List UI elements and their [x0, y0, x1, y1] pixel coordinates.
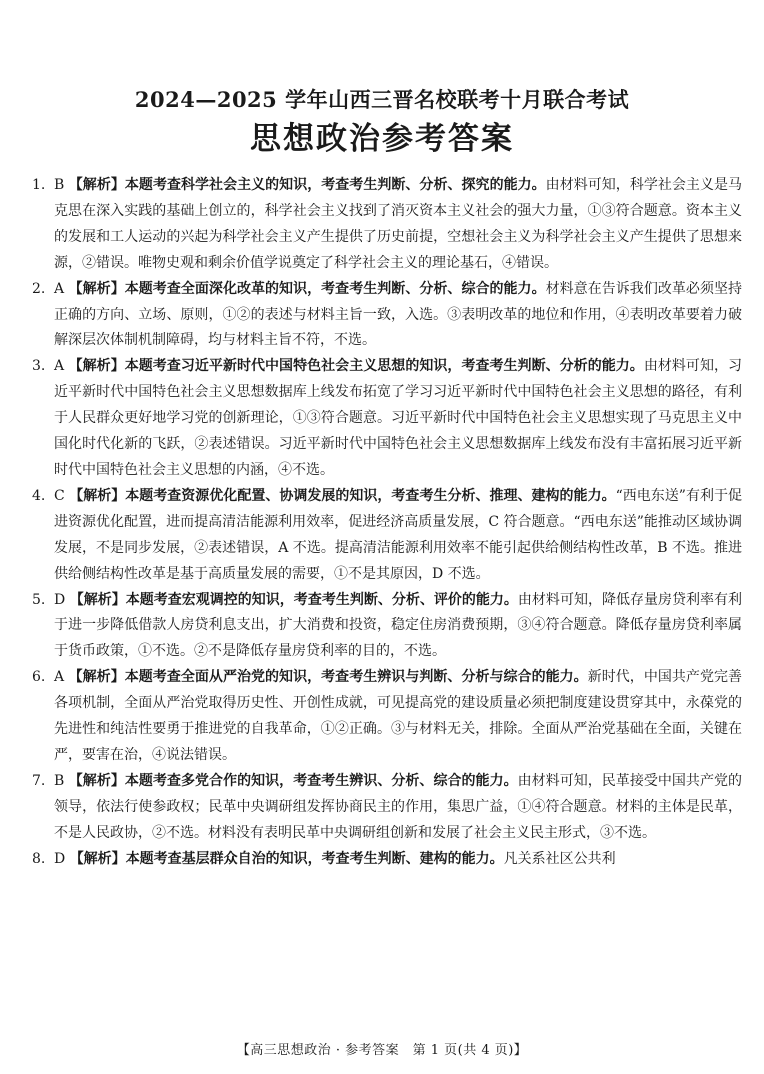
- analysis-tag: 【解析】: [68, 280, 125, 297]
- item-lead: 本题考查全面深化改革的知识，考查考生判断、分析、综合的能力。: [124, 280, 546, 297]
- item-answer: D: [54, 850, 66, 867]
- answer-item-2: [32, 277, 742, 355]
- analysis-tag: 【解析】: [69, 591, 126, 608]
- item-answer: D: [54, 591, 66, 608]
- answer-item-1: [32, 173, 742, 277]
- item-answer: A: [54, 358, 65, 375]
- item-number: 5.: [32, 591, 46, 608]
- item-text: 由材料可知，降低存量房贷利率有利于进一步降低借款人房贷利息支出，扩大消费和投资，稳定住房消费预期，③④符合题意。降低存量房贷利率属于货币政策，①不选。②不是降低存量房贷利率的目的，不选。: [54, 591, 743, 660]
- answer-key-title: 思想政治参考答案: [250, 121, 514, 157]
- item-lead: 本题考查全面从严治党的知识，考查考生辨识与判断、分析与综合的能力。: [124, 669, 588, 686]
- item-text: “西电东送”有利于促进资源优化配置，进而提高清洁能源利用效率，促进经济高质量发展，C 符合题意。“西电东送”能推动区域协调发展，不是同步发展，②表述错误，A 不选。提高清洁能源利用效率不能引起供给侧结构性改革，B 不选。推进供给侧结构性改革是基于高质量发展的需要，①不是其原因，D 不选。: [54, 487, 742, 582]
- item-number: 8.: [32, 850, 46, 867]
- item-number: 2.: [32, 280, 46, 297]
- item-number: 3.: [32, 358, 46, 375]
- answer-item-8: [32, 847, 742, 873]
- item-lead: 本题考查资源优化配置、协调发展的知识，考查考生分析、推理、建构的能力。: [125, 487, 616, 504]
- item-text: 材料意在告诉我们改革必须坚持正确的方向、立场、原则，①②的表述与材料主旨一致，入选。③表明改革的地位和作用，④表明改革要着力破解深层次体制机制障碍，均与材料主旨不符，不选。: [54, 280, 743, 349]
- item-number: 6.: [32, 669, 46, 686]
- item-text: 由材料可知，民革接受中国共产党的领导，依法行使参政权；民革中央调研组发挥协商民主的作用，集思广益，①④符合题意。材料的主体是民革，不是人民政协，②不选。材料没有表明民革中央调研组创新和发展了社会主义民主形式，③不选。: [54, 772, 743, 841]
- item-text: 由材料可知，科学社会主义是马克思在深入实践的基础上创立的，科学社会主义找到了消灭资本主义社会的强大力量，①③符合题意。资本主义的发展和工人运动的兴起为科学社会主义产生提供了历史前提，空想社会主义为科学社会主义产生提供了思想来源，②错误。唯物史观和剩余价值学说奠定了科学社会主义的理论基石，④错误。: [54, 177, 743, 271]
- answer-list: [32, 173, 742, 872]
- item-lead: 本题考查多党合作的知识，考查考生辨识、分析、综合的能力。: [124, 772, 518, 789]
- item-text: 凡关系社区公共利: [503, 850, 616, 867]
- item-answer: A: [54, 669, 65, 686]
- item-answer: A: [54, 280, 65, 297]
- item-answer: C: [54, 487, 65, 504]
- analysis-tag: 【解析】: [68, 669, 125, 686]
- analysis-tag: 【解析】: [68, 177, 125, 193]
- analysis-tag: 【解析】: [68, 358, 125, 375]
- answer-item-5: [32, 588, 742, 666]
- item-answer: B: [54, 177, 65, 193]
- item-number: 1.: [32, 177, 46, 193]
- exam-title: 2024—2025 学年山西三晋名校联考十月联合考试: [134, 87, 630, 112]
- item-number: 7.: [32, 772, 46, 789]
- item-lead: 本题考查科学社会主义的知识，考查考生判断、分析、探究的能力。: [124, 177, 546, 193]
- item-lead: 本题考查习近平新时代中国特色社会主义思想的知识，考查考生判断、分析的能力。: [124, 358, 644, 375]
- analysis-tag: 【解析】: [69, 850, 126, 867]
- answer-item-4: [32, 484, 742, 588]
- answer-item-6: [32, 665, 742, 769]
- item-answer: B: [54, 772, 65, 789]
- item-text: 新时代，中国共产党完善各项机制，全面从严治党取得历史性、开创性成就，可见提高党的建设质量必须把制度建设贯穿其中，永葆党的先进性和纯洁性要勇于推进党的自我革命，①②正确。③与材料无关，排除。全面从严治党基础在全面，关键在严，要害在治，④说法错误。: [54, 669, 743, 763]
- item-text: 由材料可知，习近平新时代中国特色社会主义思想数据库上线发布拓宽了学习习近平新时代中国特色社会主义思想的路径，有利于人民群众更好地学习党的创新理论，①③符合题意。习近平新时代中国特色社会主义思想实现了马克思主义中国化时代化新的飞跃，②表述错误。习近平新时代中国特色社会主义思想数据库上线发布没有丰富拓展习近平新时代中国特色社会主义思想的内涵，④不选。: [54, 358, 743, 478]
- item-lead: 本题考查基层群众自治的知识，考查考生判断、建构的能力。: [125, 850, 504, 867]
- answer-item-7: [32, 769, 742, 847]
- page-footer: 【高三思想政治 · 参考答案 第 1 页(共 4 页)】: [236, 1043, 528, 1058]
- analysis-tag: 【解析】: [68, 772, 125, 789]
- item-number: 4.: [32, 487, 46, 504]
- answer-item-3: [32, 354, 742, 484]
- analysis-tag: 【解析】: [69, 487, 126, 504]
- item-lead: 本题考查宏观调控的知识，考查考生判断、分析、评价的能力。: [125, 591, 518, 608]
